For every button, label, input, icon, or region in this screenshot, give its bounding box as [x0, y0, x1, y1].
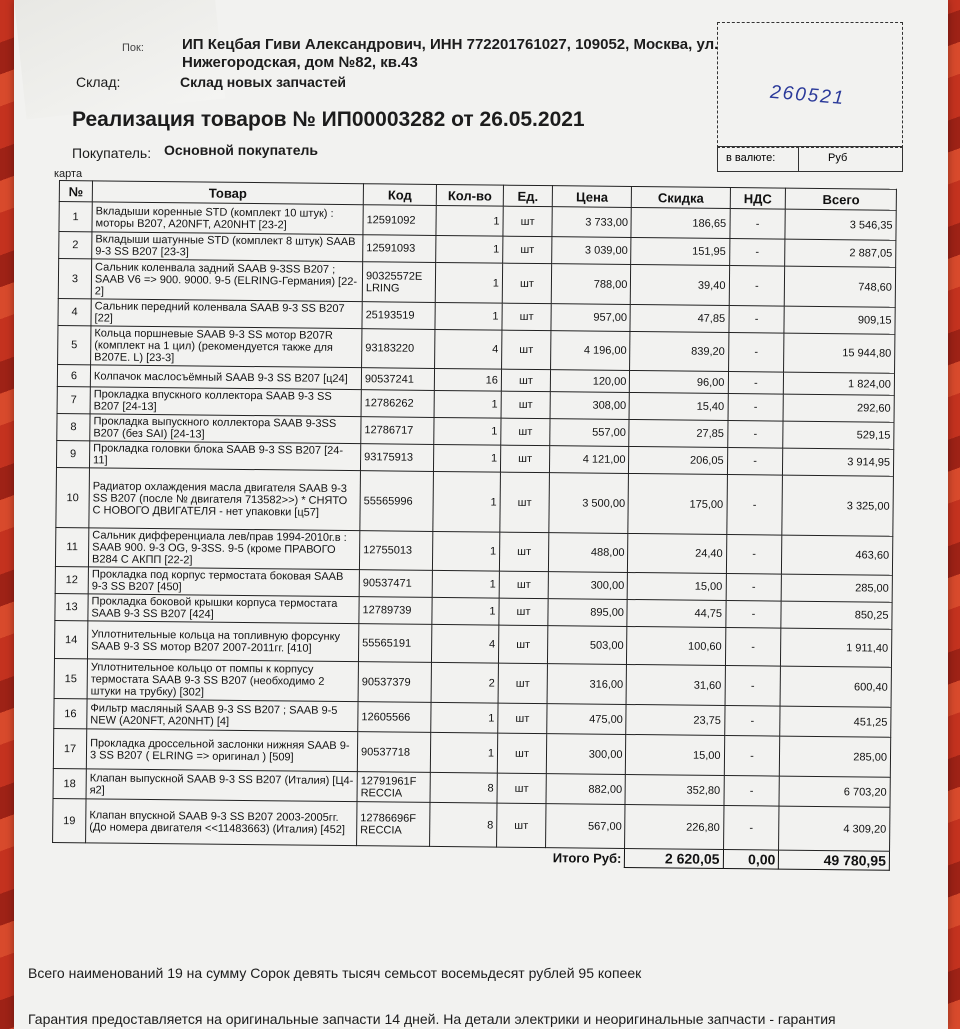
item-code: 12791961F RECCIA: [357, 772, 430, 803]
item-number: 12: [55, 566, 88, 593]
item-quantity: 16: [434, 368, 501, 391]
currency-value: Руб: [828, 152, 848, 164]
item-discount: 39,40: [631, 264, 729, 305]
item-quantity: 1: [432, 531, 499, 571]
summary-text: Всего наименований 19 на сумму Сорок девять тысяч семьсот восемьдесят рублей 95 копеек: [28, 965, 642, 981]
supplier-label: Пок:: [122, 42, 144, 54]
item-name: Уплотнительное кольцо от помпы к корпусу термостата SAAB 9-3 SS B207 (необходимо 2 штуки на трубку) [302]: [87, 659, 358, 702]
item-vat: -: [726, 475, 783, 536]
item-price: 3 039,00: [552, 237, 632, 265]
item-price: 895,00: [548, 599, 628, 627]
item-price: 503,00: [547, 626, 627, 665]
item-name: Прокладка под корпус термостата боковая SAAB 9-3 SS B207 [450]: [88, 567, 359, 597]
item-name: Клапан выпускной SAAB 9-3 SS B207 (Италия) [Ц4-я2]: [86, 769, 357, 802]
item-code: 12591093: [363, 235, 436, 263]
item-number: 4: [58, 298, 91, 325]
item-unit: шт: [500, 445, 549, 473]
item-number: 19: [53, 798, 86, 842]
currency-divider: [798, 147, 799, 171]
column-header-unit: Ед.: [503, 185, 552, 207]
item-vat: -: [728, 333, 784, 373]
table-row: [56, 467, 894, 536]
items-body: [53, 202, 897, 852]
item-discount: 352,80: [625, 774, 723, 805]
item-price: 567,00: [546, 804, 626, 849]
warehouse: Склад новых запчастей: [180, 74, 346, 90]
item-total: 3 546,35: [785, 209, 896, 240]
item-code: 90537718: [357, 732, 430, 773]
item-unit: шт: [500, 472, 550, 533]
item-quantity: 1: [433, 444, 500, 472]
item-unit: шт: [497, 733, 546, 774]
item-number: 16: [54, 698, 87, 728]
item-name: Вкладыши коренные STD (комплект 10 штук) : моторы B207, A20NFT, A20NHT [23-2]: [92, 202, 363, 235]
item-quantity: 1: [432, 570, 499, 598]
item-name: Кольца поршневые SAAB 9-3 SS мотор B207R (комплект на 1 цил) (рекомендуется также для B207E. L) [23-3]: [91, 326, 362, 368]
item-vat: -: [727, 421, 783, 449]
column-header-discount: Скидка: [632, 186, 730, 208]
item-price: 4 121,00: [549, 446, 629, 474]
item-vat: -: [729, 209, 785, 240]
currency-label: в валюте:: [726, 152, 776, 164]
item-name: Прокладка боковой крышки корпуса термостата SAAB 9-3 SS B207 [424]: [88, 594, 359, 624]
item-unit: шт: [499, 571, 548, 599]
totals-discount: 2 620,05: [625, 848, 723, 868]
item-unit: шт: [498, 625, 547, 664]
item-unit: шт: [503, 236, 552, 264]
item-vat: -: [723, 805, 779, 850]
item-price: 475,00: [547, 704, 627, 735]
item-price: 488,00: [548, 533, 628, 573]
item-price: 557,00: [550, 419, 630, 447]
item-vat: -: [726, 535, 782, 575]
item-name: Вкладыши шатунные STD (комплект 8 штук) SAAB 9-3 SS B207 [23-3]: [92, 232, 363, 262]
item-total: 292,60: [783, 394, 894, 422]
item-code: 12605566: [358, 702, 431, 733]
item-code: 12786262: [361, 390, 434, 418]
item-name: Фильтр масляный SAAB 9-3 SS B207 ; SAAB 9-5 NEW (A20NFT, A20NHT) [4]: [87, 699, 358, 732]
item-total: 3 325,00: [782, 475, 893, 536]
item-name: Уплотнительные кольца на топливную форсунку SAAB 9-3 SS мотор B207 2007-2011гг. [410]: [87, 621, 358, 662]
item-code: 90537471: [359, 570, 432, 598]
buyer: Основной покупатель: [164, 142, 318, 158]
item-quantity: 1: [435, 262, 502, 303]
item-number: 15: [54, 658, 87, 698]
item-number: 8: [57, 413, 90, 440]
item-unit: шт: [501, 369, 550, 392]
item-total: 463,60: [782, 535, 893, 575]
item-unit: шт: [502, 330, 551, 370]
items-table: [52, 180, 897, 871]
item-code: 25193519: [362, 302, 435, 330]
item-vat: -: [726, 574, 782, 602]
item-code: 55565996: [360, 471, 434, 532]
item-code: 93175913: [360, 444, 433, 472]
column-header-number: №: [59, 181, 92, 202]
item-name: Прокладка впускного коллектора SAAB 9-3 SS B207 [24-13]: [90, 387, 361, 417]
item-quantity: 1: [432, 597, 499, 625]
supplier: [182, 36, 718, 72]
column-header-code: Код: [363, 184, 436, 206]
item-name: Радиатор охлаждения масла двигателя SAAB 9-3 SS B207 (после № двигателя 713582>>) * СНЯТО С НОВОГО ДВИГАТЕЛЯ - нет упаковки [ц57]: [89, 468, 361, 531]
item-discount: 15,00: [628, 572, 726, 600]
item-total: 850,25: [781, 601, 892, 629]
item-unit: шт: [498, 703, 547, 734]
item-unit: шт: [501, 391, 550, 419]
item-quantity: 4: [435, 329, 502, 369]
column-header-product: Товар: [92, 181, 363, 205]
item-unit: шт: [499, 532, 548, 572]
item-quantity: 1: [436, 235, 503, 263]
item-total: 6 703,20: [779, 776, 890, 807]
stamp-box: [717, 22, 903, 148]
item-total: 748,60: [785, 266, 896, 307]
totals-total: 49 780,95: [779, 850, 890, 870]
warranty-text: Гарантия предоставляется на оригинальные запчасти 14 дней. На детали электрики и неоригинальные запчасти - гарантия: [28, 1011, 836, 1027]
item-name: Сальник передний коленвала SAAB 9-3 SS B207 [22]: [91, 299, 362, 329]
item-quantity: 2: [431, 662, 498, 703]
item-discount: 47,85: [630, 304, 728, 332]
item-quantity: 1: [434, 390, 501, 418]
item-price: 316,00: [547, 664, 627, 705]
item-total: 1 824,00: [784, 372, 895, 395]
item-price: 4 196,00: [551, 331, 631, 371]
item-number: 1: [59, 202, 92, 232]
column-header-price: Цена: [552, 186, 632, 208]
item-name: Клапан впускной SAAB 9-3 SS B207 2003-2005гг. (До номера двигателя <<11483663) (Италия) [452]: [86, 799, 357, 846]
item-number: 6: [57, 364, 90, 386]
item-discount: 44,75: [627, 599, 725, 627]
item-discount: 186,65: [631, 207, 729, 238]
item-vat: -: [725, 628, 781, 667]
item-vat: -: [727, 448, 783, 476]
item-unit: шт: [503, 206, 552, 237]
item-total: 529,15: [783, 421, 894, 449]
item-number: 5: [58, 325, 91, 364]
item-number: 9: [56, 440, 89, 467]
item-number: 11: [55, 527, 88, 566]
item-price: 308,00: [550, 392, 630, 420]
item-quantity: 1: [434, 417, 501, 445]
item-quantity: 1: [433, 471, 501, 532]
item-vat: -: [728, 306, 784, 334]
item-quantity: 1: [430, 732, 497, 773]
item-code: 12786696F RECCIA: [357, 802, 430, 847]
item-price: 300,00: [548, 572, 628, 600]
item-unit: шт: [502, 303, 551, 331]
item-number: 14: [54, 620, 87, 658]
item-unit: шт: [501, 418, 550, 446]
item-vat: -: [728, 372, 784, 395]
totals-label: Итого Руб:: [552, 849, 622, 866]
item-vat: -: [725, 666, 781, 707]
item-vat: -: [729, 266, 785, 307]
item-price: 3 500,00: [549, 473, 629, 534]
column-header-quantity: Кол-во: [436, 184, 503, 206]
item-name: Прокладка головки блока SAAB 9-3 SS B207 [24-11]: [89, 441, 360, 471]
totals-vat: 0,00: [723, 849, 779, 869]
item-code: 12786717: [361, 417, 434, 445]
item-name: Прокладка дроссельной заслонки нижняя SAAB 9-3 SS B207 ( ELRING => оригинал ) [509]: [86, 729, 357, 772]
item-price: 300,00: [546, 734, 626, 775]
item-quantity: 1: [431, 702, 498, 733]
item-name: Сальник коленвала задний SAAB 9-3SS B207 ; SAAB V6 => 900. 9000. 9-5 (ELRING-Германия) [22-2]: [91, 259, 362, 302]
item-code: 90325572E LRING: [362, 262, 435, 303]
item-total: 15 944,80: [784, 333, 895, 373]
item-discount: 27,85: [629, 419, 727, 447]
item-code: 90537379: [358, 662, 431, 703]
item-quantity: 1: [435, 302, 502, 330]
item-discount: 15,40: [629, 392, 727, 420]
item-number: 17: [53, 728, 86, 768]
stamp-date: 260521: [769, 81, 847, 110]
document-title: Реализация товаров № ИП00003282 от 26.05.2021: [72, 108, 585, 131]
currency-box: [717, 146, 903, 172]
item-discount: 100,60: [627, 626, 725, 665]
item-name: Сальник дифференциала лев/прав 1994-2010г.в : SAAB 900. 9-3 OG, 9-3SS. 9-5 (кроме ПРАВОГО B284 С АКПП [22-2]: [88, 528, 359, 570]
item-number: 18: [53, 768, 86, 798]
item-price: 788,00: [551, 264, 631, 305]
item-vat: -: [724, 735, 780, 776]
item-vat: -: [725, 601, 781, 629]
item-total: 285,00: [782, 574, 893, 602]
buyer-label: Покупатель:: [72, 145, 152, 161]
item-code: 93183220: [362, 329, 435, 369]
item-quantity: 8: [430, 802, 497, 847]
item-total: 285,00: [780, 736, 891, 777]
item-discount: 151,95: [631, 237, 729, 265]
item-discount: 226,80: [625, 804, 724, 849]
item-unit: шт: [497, 803, 546, 848]
item-total: 4 309,20: [779, 806, 890, 851]
warehouse-label: Склад:: [76, 74, 121, 90]
item-number: 13: [55, 593, 88, 620]
item-name: Прокладка выпускного коллектора SAAB 9-3SS B207 (без SAI) [24-13]: [90, 414, 361, 444]
item-code: 12789739: [359, 597, 432, 625]
item-discount: 24,40: [628, 533, 726, 573]
supplier-line-2: Нижегородская, дом №82, кв.43: [182, 54, 418, 71]
item-total: 600,40: [780, 666, 891, 707]
invoice-paper: [14, 0, 948, 1029]
item-price: 120,00: [550, 370, 630, 393]
item-unit: шт: [498, 663, 547, 704]
item-total: 1 911,40: [781, 628, 892, 667]
item-unit: шт: [499, 598, 548, 626]
item-total: 451,25: [780, 706, 891, 737]
item-discount: 23,75: [626, 704, 724, 735]
item-discount: 96,00: [630, 370, 728, 393]
item-vat: -: [724, 775, 780, 806]
item-quantity: 1: [436, 205, 503, 236]
item-name: Колпачок маслосъёмный SAAB 9-3 SS B207 [ц24]: [90, 365, 361, 390]
column-header-vat: НДС: [730, 188, 786, 210]
item-code: 12755013: [359, 531, 432, 571]
item-vat: -: [724, 705, 780, 736]
item-unit: шт: [502, 263, 551, 304]
item-total: 2 887,05: [785, 239, 896, 267]
item-number: 3: [58, 259, 91, 299]
item-price: 3 733,00: [552, 207, 632, 238]
supplier-line-1: ИП Кецбая Гиви Александрович, ИНН 772201761027, 109052, Москва, ул.: [182, 36, 719, 53]
item-vat: -: [728, 394, 784, 422]
item-total: 3 914,95: [783, 448, 894, 476]
item-vat: -: [729, 239, 785, 267]
payment-method-label: карта: [54, 168, 83, 180]
item-number: 2: [59, 232, 92, 259]
item-number: 10: [56, 467, 90, 527]
item-code: 12591092: [363, 205, 436, 236]
item-discount: 839,20: [630, 331, 728, 371]
item-discount: 31,60: [627, 664, 725, 705]
item-discount: 206,05: [629, 446, 727, 474]
item-number: 7: [57, 386, 90, 413]
item-discount: 175,00: [628, 473, 727, 534]
item-total: 909,15: [784, 306, 895, 334]
item-code: 90537241: [361, 368, 434, 391]
item-quantity: 4: [431, 624, 498, 663]
item-price: 957,00: [551, 304, 631, 332]
item-quantity: 8: [430, 772, 497, 803]
item-price: 882,00: [546, 774, 626, 805]
column-header-total: Всего: [786, 188, 897, 210]
item-unit: шт: [497, 773, 546, 804]
item-discount: 15,00: [626, 734, 724, 775]
item-code: 55565191: [358, 624, 431, 663]
